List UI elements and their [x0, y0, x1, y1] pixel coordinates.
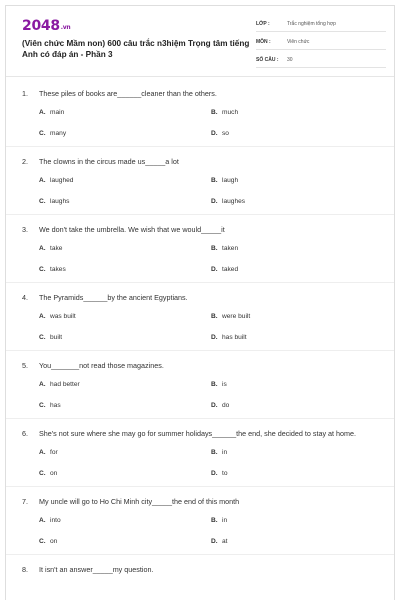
option-letter: D. [211, 402, 218, 409]
question-stem [22, 427, 384, 440]
question-number: 1. [22, 89, 28, 98]
answer-option[interactable] [211, 107, 383, 119]
option-letter: C. [39, 198, 46, 205]
question-stem [22, 291, 384, 304]
answer-option[interactable] [39, 536, 211, 548]
option-text: takes [50, 266, 66, 273]
option-letter: D. [211, 266, 218, 273]
option-text: in [222, 449, 228, 456]
question-number: 3. [22, 225, 28, 234]
document-page [5, 5, 395, 600]
option-text: were built [222, 313, 251, 320]
logo-suffix: .vn [60, 24, 71, 31]
answer-options [22, 175, 384, 208]
question-item [6, 419, 394, 487]
meta-label: SỐ CÂU : [256, 57, 279, 63]
option-text: laughed [50, 177, 74, 184]
meta-row-count [256, 53, 386, 68]
meta-value: 30 [287, 57, 293, 63]
option-letter: A. [39, 109, 46, 116]
question-text: It isn't an answer_____my question. [39, 565, 154, 574]
answer-options [22, 243, 384, 276]
option-letter: A. [39, 177, 46, 184]
option-letter: D. [211, 334, 218, 341]
answer-option[interactable] [211, 128, 383, 140]
option-text: has [50, 402, 61, 409]
question-text: The Pyramids______by the ancient Egyptians. [39, 293, 188, 302]
question-number: 5. [22, 361, 28, 370]
answer-option[interactable] [211, 311, 383, 323]
option-letter: A. [39, 313, 46, 320]
option-text: was built [50, 313, 76, 320]
answer-option[interactable] [39, 311, 211, 323]
option-letter: D. [211, 130, 218, 137]
answer-options [22, 379, 384, 412]
option-text: is [222, 381, 227, 388]
option-letter: C. [39, 402, 46, 409]
answer-option[interactable] [39, 400, 211, 412]
option-text: laughes [222, 198, 246, 205]
answer-options [22, 447, 384, 480]
answer-option[interactable] [211, 332, 383, 344]
question-number: 2. [22, 157, 28, 166]
option-text: laugh [222, 177, 239, 184]
option-text: for [50, 449, 58, 456]
question-list [6, 79, 394, 582]
option-letter: A. [39, 449, 46, 456]
option-letter: C. [39, 470, 46, 477]
option-letter: C. [39, 130, 46, 137]
question-text: The clowns in the circus made us_____a lot [39, 157, 179, 166]
answer-option[interactable] [211, 515, 383, 527]
option-letter: C. [39, 266, 46, 273]
meta-row-class [256, 17, 386, 32]
question-item [6, 215, 394, 283]
answer-option[interactable] [39, 243, 211, 255]
meta-value: Trắc nghiệm tổng hợp [287, 21, 336, 27]
question-stem [22, 155, 384, 168]
option-text: into [50, 517, 61, 524]
option-text: in [222, 517, 228, 524]
question-number: 4. [22, 293, 28, 302]
answer-option[interactable] [39, 468, 211, 480]
option-letter: B. [211, 245, 218, 252]
question-number: 8. [22, 565, 28, 574]
option-letter: C. [39, 334, 46, 341]
answer-options [22, 107, 384, 140]
answer-option[interactable] [211, 536, 383, 548]
answer-option[interactable] [211, 175, 383, 187]
option-text: on [50, 538, 58, 545]
answer-option[interactable] [39, 128, 211, 140]
option-text: take [50, 245, 63, 252]
question-number: 7. [22, 497, 28, 506]
meta-label: MÔN : [256, 39, 271, 45]
option-text: much [222, 109, 239, 116]
answer-option[interactable] [211, 379, 383, 391]
option-text: do [222, 402, 230, 409]
answer-option[interactable] [39, 447, 211, 459]
answer-option[interactable] [39, 379, 211, 391]
answer-option[interactable] [39, 515, 211, 527]
option-text: had better [50, 381, 80, 388]
document-title: (Viên chức Mầm non) 600 câu trắc n3hiệm Trọng tâm tiếng Anh có đáp án - Phần 3 [22, 39, 250, 59]
answer-option[interactable] [211, 468, 383, 480]
question-text: These piles of books are______cleaner than the others. [39, 89, 217, 98]
option-text: has built [222, 334, 247, 341]
question-item [6, 487, 394, 555]
answer-option[interactable] [211, 243, 383, 255]
question-stem [22, 223, 384, 236]
answer-option[interactable] [211, 400, 383, 412]
meta-row-subject [256, 35, 386, 50]
answer-options [22, 311, 384, 344]
option-text: so [222, 130, 229, 137]
answer-option[interactable] [39, 264, 211, 276]
option-letter: A. [39, 245, 46, 252]
question-item [6, 555, 394, 582]
option-text: taken [222, 245, 239, 252]
option-text: to [222, 470, 228, 477]
logo-text: 2048 [22, 18, 60, 34]
question-item [6, 351, 394, 419]
answer-option[interactable] [39, 332, 211, 344]
option-letter: B. [211, 517, 218, 524]
header-divider [6, 76, 394, 77]
question-stem [22, 563, 384, 576]
meta-label: LỚP : [256, 21, 270, 27]
option-letter: B. [211, 109, 218, 116]
option-text: main [50, 109, 65, 116]
question-text: You_______not read those magazines. [39, 361, 164, 370]
option-text: built [50, 334, 63, 341]
option-text: many [50, 130, 67, 137]
document-header [6, 6, 394, 72]
question-text: My uncle will go to Ho Chi Minh city_____the end of this month [39, 497, 240, 506]
answer-option[interactable] [39, 196, 211, 208]
answer-option[interactable] [39, 107, 211, 119]
option-letter: A. [39, 381, 46, 388]
answer-option[interactable] [211, 264, 383, 276]
option-text: laughs [50, 198, 70, 205]
option-letter: A. [39, 517, 46, 524]
option-letter: B. [211, 313, 218, 320]
question-stem [22, 359, 384, 372]
question-item [6, 283, 394, 351]
option-text: at [222, 538, 228, 545]
option-text: taked [222, 266, 239, 273]
option-letter: B. [211, 381, 218, 388]
question-number: 6. [22, 429, 28, 438]
answer-option[interactable] [211, 196, 383, 208]
question-stem [22, 495, 384, 508]
site-logo[interactable] [22, 18, 70, 34]
option-letter: C. [39, 538, 46, 545]
question-text: We don't take the umbrella. We wish that we would_____it [39, 225, 225, 234]
question-stem [22, 87, 384, 100]
answer-option[interactable] [211, 447, 383, 459]
answer-option[interactable] [39, 175, 211, 187]
question-text: She's not sure where she may go for summer holidays______the end, she decided to stay at home. [39, 429, 357, 438]
answer-options [22, 515, 384, 548]
option-letter: B. [211, 449, 218, 456]
option-letter: D. [211, 198, 218, 205]
meta-panel [256, 17, 386, 71]
option-letter: D. [211, 538, 218, 545]
option-letter: B. [211, 177, 218, 184]
question-item [6, 147, 394, 215]
option-letter: D. [211, 470, 218, 477]
option-text: on [50, 470, 58, 477]
question-item [6, 79, 394, 147]
meta-value: Viên chức [287, 39, 310, 45]
